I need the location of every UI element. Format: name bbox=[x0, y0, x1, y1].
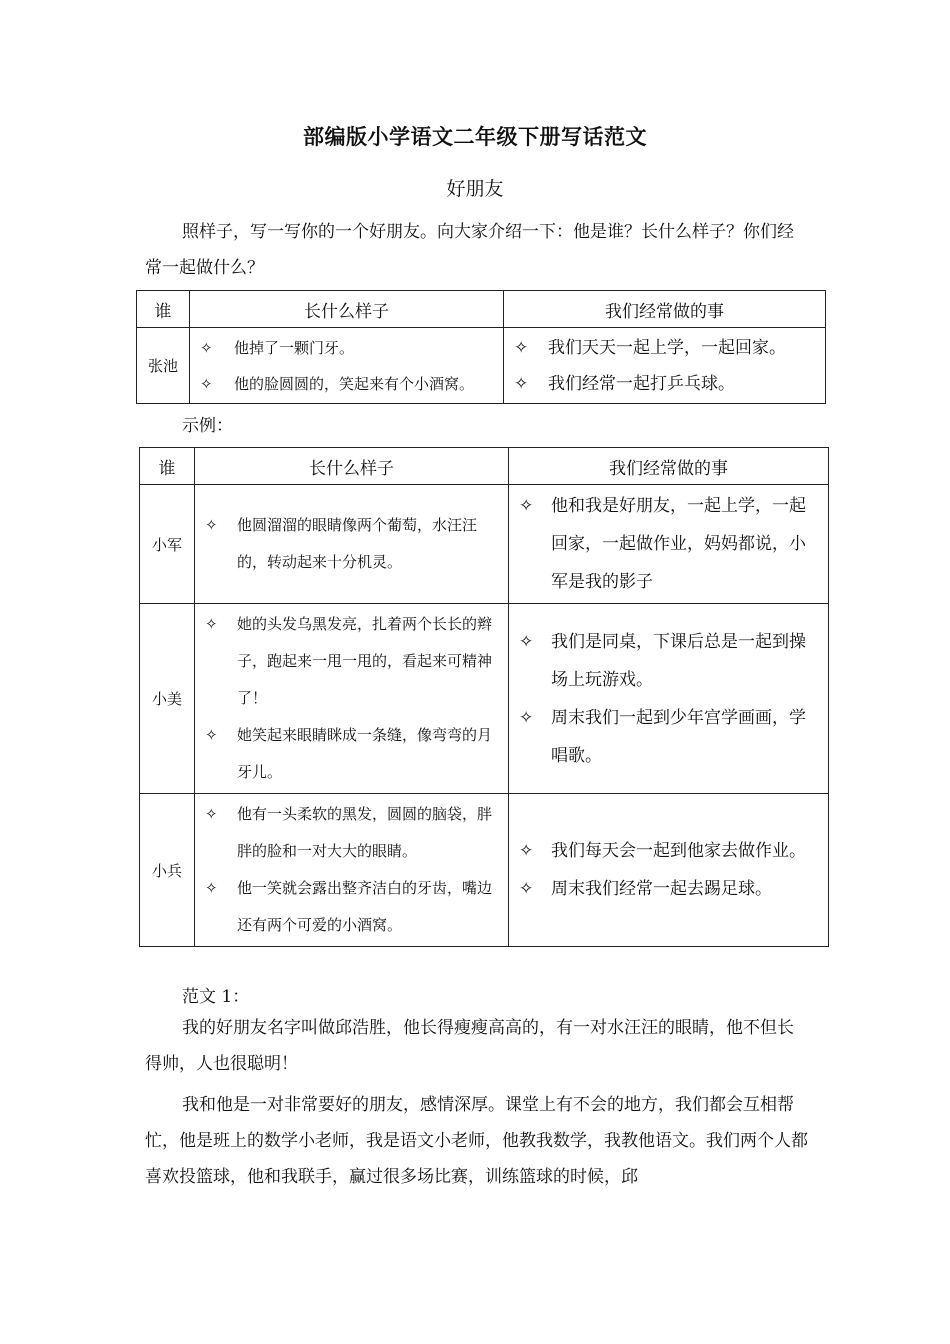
essay-label: 范文 1： bbox=[182, 987, 250, 1007]
diamond-bullet-icon: ✧ bbox=[514, 337, 529, 358]
diamond-bullet-icon: ✧ bbox=[200, 374, 213, 393]
list-item bbox=[504, 330, 825, 366]
diamond-bullet-icon: ✧ bbox=[205, 879, 218, 897]
diamond-bullet-icon: ✧ bbox=[519, 631, 534, 652]
looks-text: 她的头发乌黑发亮，扎着两个长长的辫子，跑起来一甩一甩的，看起来可精神了！ bbox=[237, 615, 493, 707]
friend-name: 小兵 bbox=[140, 794, 195, 947]
table-row bbox=[137, 328, 826, 404]
diamond-bullet-icon: ✧ bbox=[514, 373, 529, 394]
looks-text: 他有一头柔软的黑发，圆圆的脑袋，胖胖的脸和一对大大的眼睛。 bbox=[237, 805, 493, 860]
friend-name: 小军 bbox=[140, 485, 195, 604]
activities-cell bbox=[504, 328, 826, 404]
list-item bbox=[195, 870, 508, 944]
friend-table bbox=[136, 290, 826, 404]
list-item bbox=[509, 832, 828, 870]
list-item bbox=[190, 330, 503, 366]
table-row bbox=[140, 604, 829, 794]
diamond-bullet-icon: ✧ bbox=[205, 615, 218, 633]
activities-cell bbox=[509, 794, 829, 947]
list-item bbox=[504, 366, 825, 402]
looks-cell bbox=[195, 794, 509, 947]
activity-text: 周末我们经常一起去踢足球。 bbox=[551, 879, 772, 899]
header-activities: 我们经常做的事 bbox=[504, 291, 826, 328]
header-looks: 长什么样子 bbox=[195, 448, 509, 485]
friend-name: 张池 bbox=[137, 328, 190, 404]
header-looks: 长什么样子 bbox=[190, 291, 504, 328]
table-row bbox=[140, 794, 829, 947]
activity-text: 我们经常一起打乒乓球。 bbox=[548, 373, 735, 394]
diamond-bullet-icon: ✧ bbox=[205, 516, 218, 534]
looks-text: 他一笑就会露出整齐洁白的牙齿，嘴边还有两个可爱的小酒窝。 bbox=[237, 879, 493, 934]
diamond-bullet-icon: ✧ bbox=[519, 496, 534, 516]
list-item bbox=[195, 606, 508, 717]
activity-text: 我们是同桌，下课后总是一起到操场上玩游戏。 bbox=[551, 631, 806, 690]
diamond-bullet-icon: ✧ bbox=[519, 707, 534, 728]
activity-text: 我们天天一起上学，一起回家。 bbox=[548, 337, 786, 358]
looks-cell bbox=[195, 604, 509, 794]
header-who: 谁 bbox=[137, 291, 190, 328]
activities-cell bbox=[509, 604, 829, 794]
list-item bbox=[509, 870, 828, 908]
diamond-bullet-icon: ✧ bbox=[200, 338, 213, 357]
list-item bbox=[509, 623, 828, 699]
list-item bbox=[509, 487, 828, 601]
list-item bbox=[190, 366, 503, 402]
diamond-bullet-icon: ✧ bbox=[519, 879, 534, 899]
example-table bbox=[139, 447, 829, 947]
page-subtitle: 好朋友 bbox=[446, 178, 504, 200]
list-item bbox=[509, 699, 828, 775]
looks-text: 她笑起来眼睛眯成一条缝，像弯弯的月牙儿。 bbox=[237, 726, 493, 781]
activities-cell bbox=[509, 485, 829, 604]
diamond-bullet-icon: ✧ bbox=[205, 805, 218, 823]
looks-cell bbox=[190, 328, 504, 404]
example-label: 示例： bbox=[182, 416, 233, 436]
activity-text: 我们每天会一起到他家去做作业。 bbox=[551, 841, 806, 861]
friend-name: 小美 bbox=[140, 604, 195, 794]
header-who: 谁 bbox=[140, 448, 195, 485]
looks-cell bbox=[195, 485, 509, 604]
essay-paragraph: 我的好朋友名字叫做邱浩胜，他长得瘦瘦高高的，有一对水汪汪的眼睛，他不但长得帅，人也很聪明！ bbox=[145, 1018, 794, 1074]
looks-text: 他的脸圆圆的，笑起来有个小酒窝。 bbox=[234, 374, 475, 393]
diamond-bullet-icon: ✧ bbox=[205, 726, 218, 744]
list-item bbox=[195, 717, 508, 791]
looks-text: 他掉了一颗门牙。 bbox=[234, 338, 355, 357]
activity-text: 周末我们一起到少年宫学画画，学唱歌。 bbox=[551, 707, 806, 766]
table-header-row bbox=[137, 291, 826, 328]
instruction-text: 照样子，写一写你的一个好朋友。向大家介绍一下：他是谁？长什么样子？你们经常一起做什么？ bbox=[145, 222, 794, 278]
header-activities: 我们经常做的事 bbox=[509, 448, 829, 485]
list-item bbox=[195, 796, 508, 870]
table-header-row bbox=[140, 448, 829, 485]
list-item bbox=[195, 507, 508, 581]
activity-text: 他和我是好朋友，一起上学，一起回家，一起做作业，妈妈都说，小军是我的影子 bbox=[551, 496, 806, 592]
page-title: 部编版小学语文二年级下册写话范文 bbox=[303, 125, 647, 149]
essay-paragraph: 我和他是一对非常要好的朋友，感情深厚。课堂上有不会的地方，我们都会互相帮忙，他是班上的数学小老师，我是语文小老师，他教我数学，我教他语文。我们两个人都喜欢投篮球，他和我联手，赢过很多场比赛，训练篮球的时候，邱 bbox=[145, 1095, 808, 1187]
table-row bbox=[140, 485, 829, 604]
diamond-bullet-icon: ✧ bbox=[519, 841, 534, 861]
looks-text: 他圆溜溜的眼睛像两个葡萄，水汪汪的，转动起来十分机灵。 bbox=[237, 516, 478, 571]
